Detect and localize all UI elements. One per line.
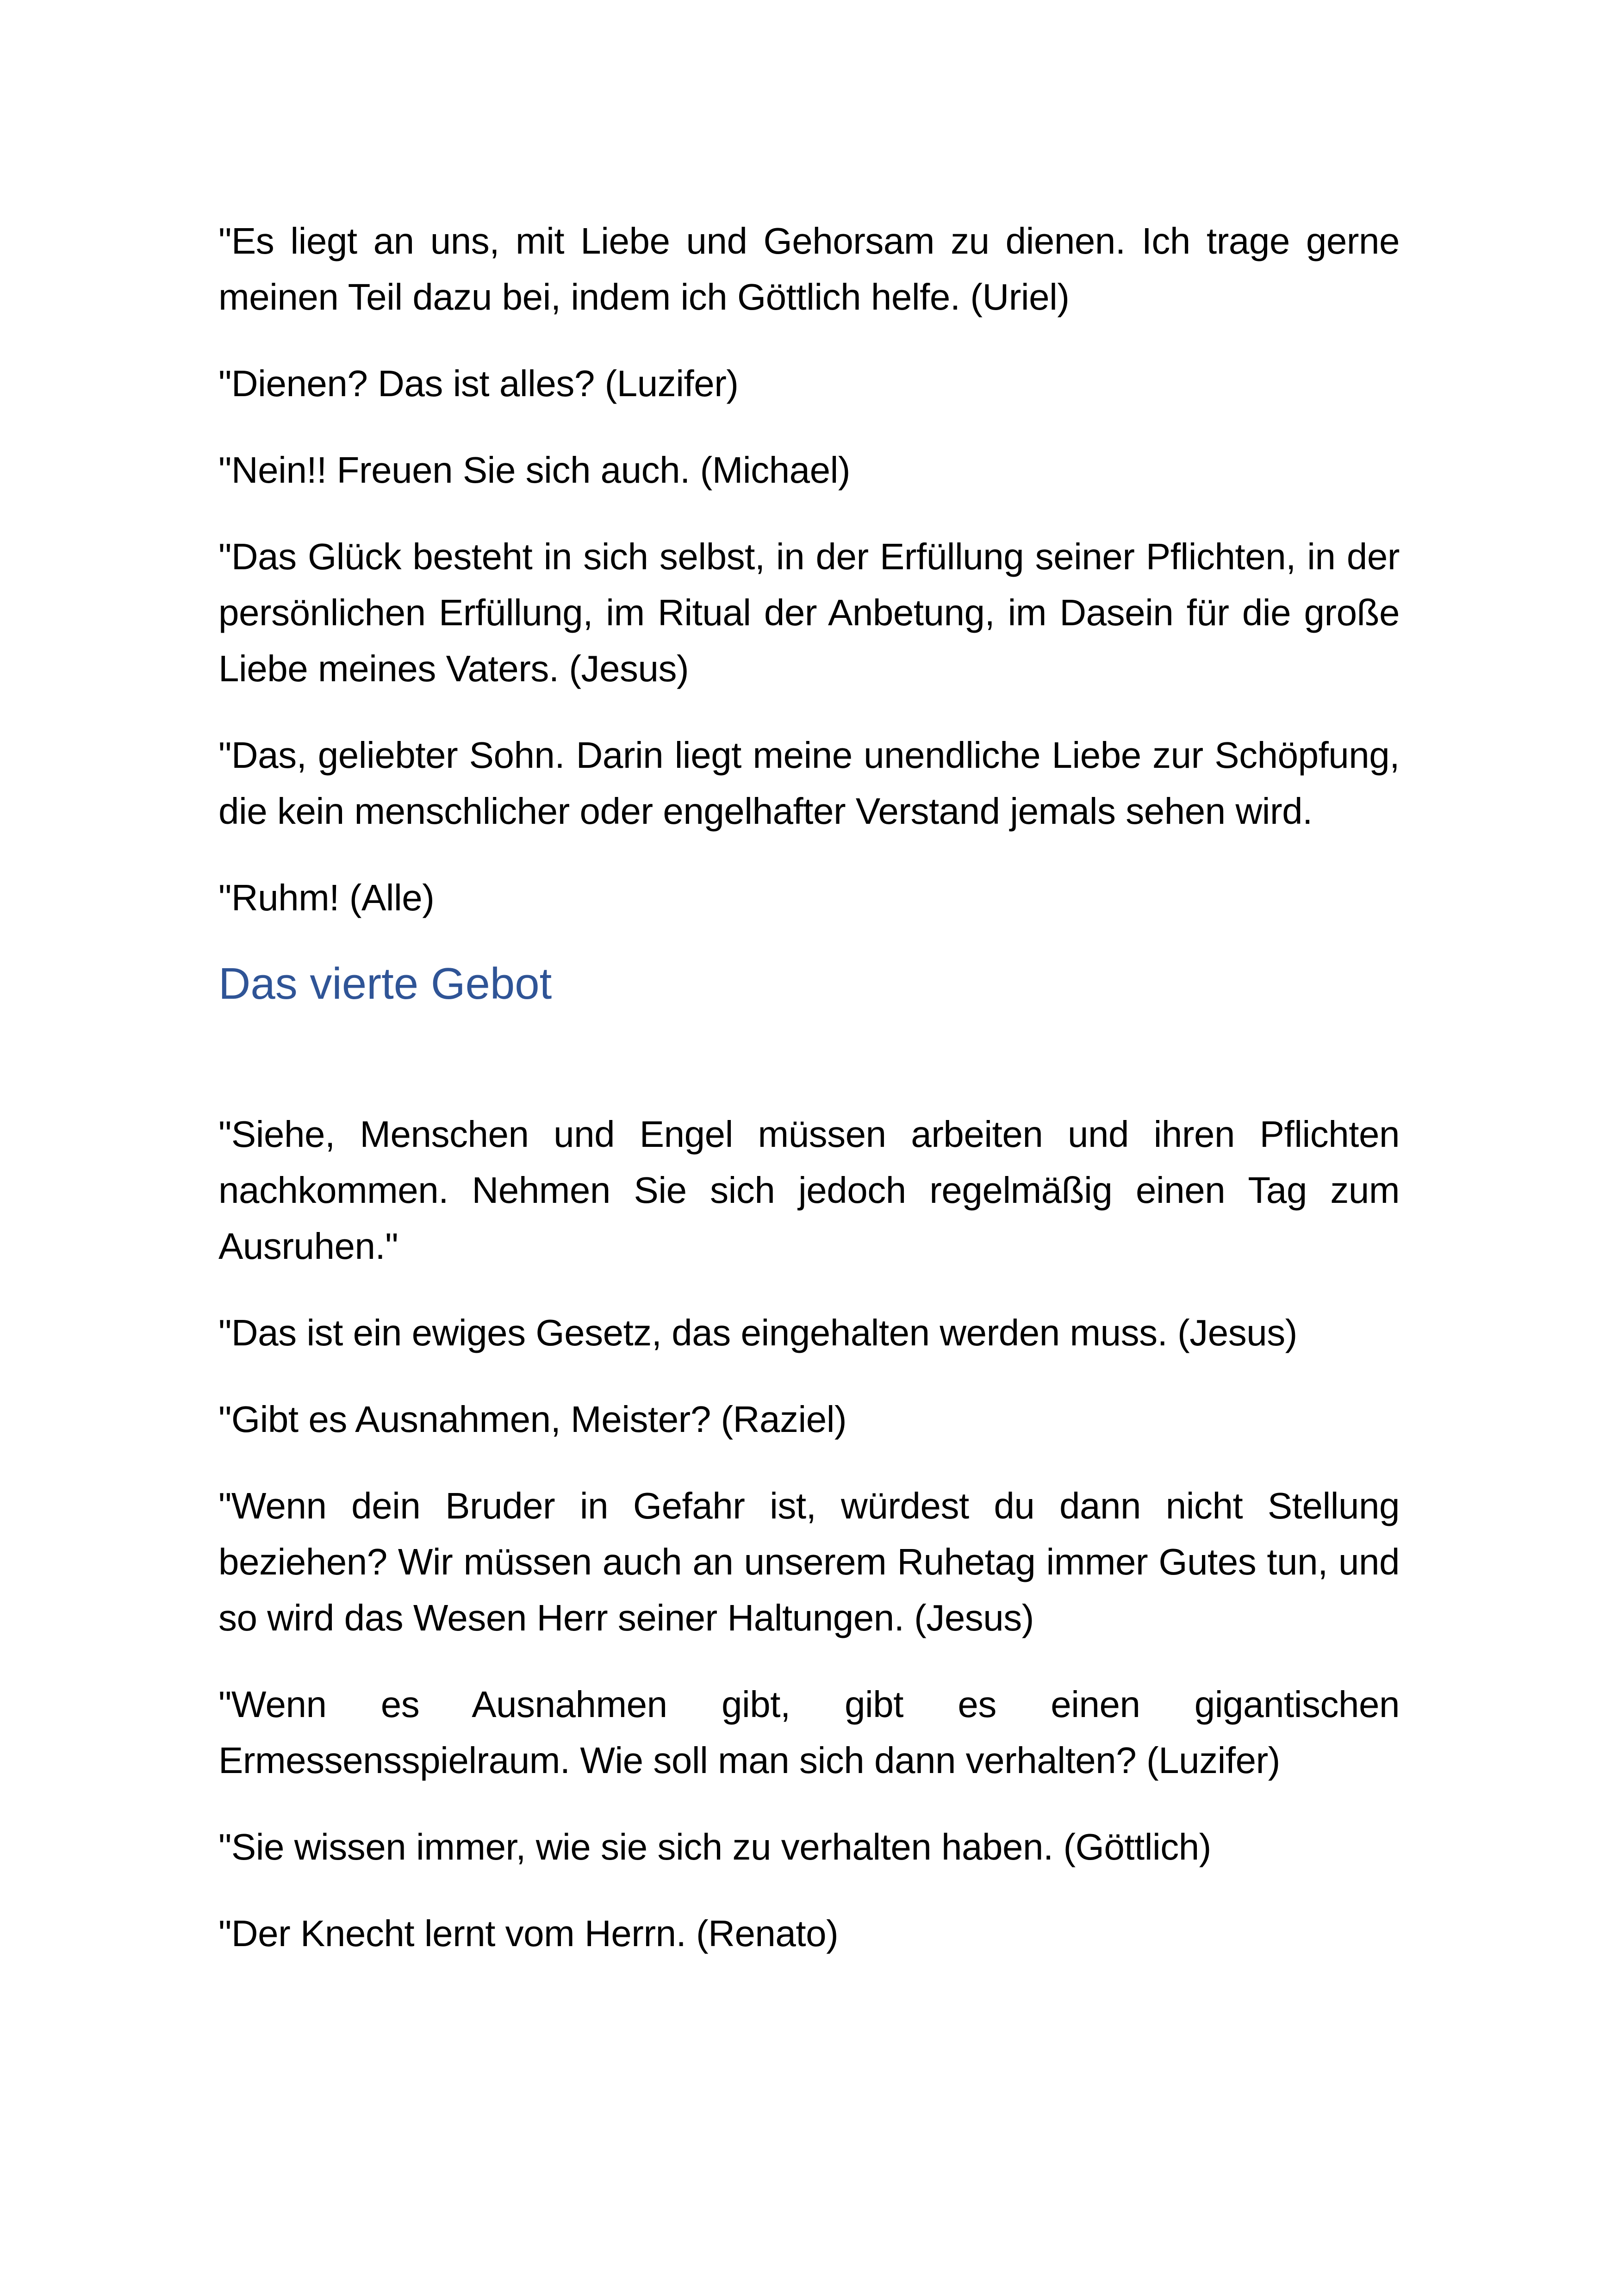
paragraph-uriel-serve: "Es liegt an uns, mit Liebe und Gehorsam zu dienen. Ich trage gerne meinen Teil dazu bei, indem ich Göttlich helfe. (Uriel) (218, 220, 1400, 317)
paragraph-raziel-exceptions: "Gibt es Ausnahmen, Meister? (Raziel) (218, 1399, 847, 1440)
paragraph-jesus-happiness: "Das Glück besteht in sich selbst, in der Erfüllung seiner Pflichten, in der persönlichen Erfüllung, im Ritual der Anbetung, im Dasein für die große Liebe meines Vaters. (Jesus) (218, 536, 1400, 689)
paragraph-luzifer-discretion: "Wenn es Ausnahmen gibt, gibt es einen gigantischen Ermessensspielraum. Wie soll man sich dann verhalten? (Luzifer) (218, 1684, 1400, 1781)
paragraph-glory-all: "Ruhm! (Alle) (218, 877, 435, 918)
paragraph-always-know: "Sie wissen immer, wie sie sich zu verhalten haben. (Göttlich) (218, 1826, 1211, 1867)
paragraph-rest-day: "Siehe, Menschen und Engel müssen arbeiten und ihren Pflichten nachkommen. Nehmen Sie sich jedoch regelmäßig einen Tag zum Ausruhen." (218, 1114, 1400, 1267)
paragraph-michael-rejoice: "Nein!! Freuen Sie sich auch. (Michael) (218, 449, 851, 491)
paragraph-beloved-son: "Das, geliebter Sohn. Darin liegt meine unendliche Liebe zur Schöpfung, die kein menschlicher oder engelhafter Verstand jemals sehen wird. (218, 734, 1400, 832)
paragraph-servant-learns: "Der Knecht lernt vom Herrn. (Renato) (218, 1913, 839, 1954)
section-heading: Das vierte Gebot (218, 959, 552, 1008)
paragraph-brother-danger: "Wenn dein Bruder in Gefahr ist, würdest du dann nicht Stellung beziehen? Wir müssen auch an unserem Ruhetag immer Gutes tun, und so wird das Wesen Herr seiner Haltungen. (Jesus) (218, 1485, 1400, 1638)
paragraph-luzifer-serve: "Dienen? Das ist alles? (Luzifer) (218, 363, 739, 404)
paragraph-eternal-law: "Das ist ein ewiges Gesetz, das eingehalten werden muss. (Jesus) (218, 1312, 1297, 1353)
document-page (218, 213, 1400, 1992)
